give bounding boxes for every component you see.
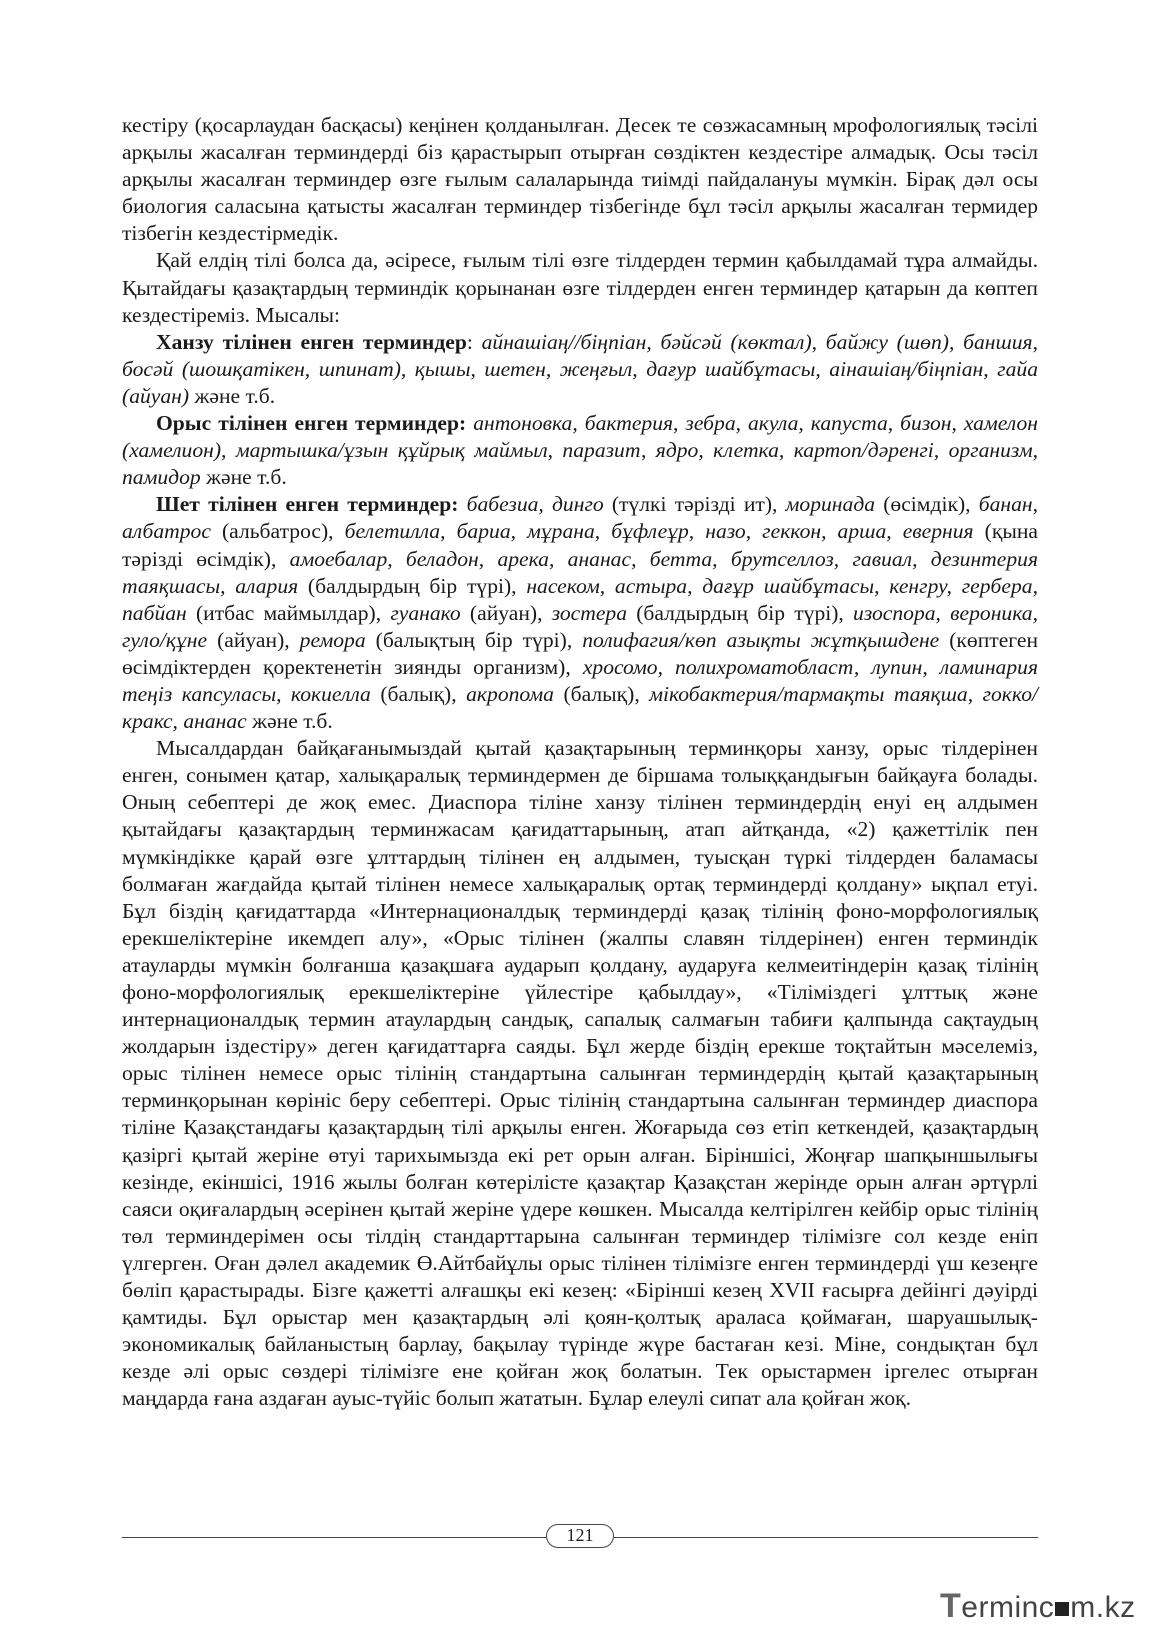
italic-terms: амоебалар, беладон, арека, ананас, бетта, брутселлоз, гавиал, дезинтерия таяқшасы, алария [122, 546, 1038, 598]
italic-terms: хросомо, полихроматобласт, лупин, ламинария теңіз капсуласы, кокиелла [122, 654, 1038, 706]
text-run: және т.б. [189, 383, 276, 408]
italic-terms: белетилла, бариа, мұрана, бұфлеұр, назо, геккон, арша, еверния [344, 519, 974, 544]
footer-rule-right [614, 1537, 1038, 1538]
italic-terms: полифагия/көп азықты жұтқышдене [582, 627, 940, 652]
text-run: (балық), [370, 681, 467, 706]
italic-terms: изоспора, вероника, гуло/құне [122, 600, 1038, 652]
text-run: Мысалдардан байқағанымыздай қытай қазақтарының терминқоры ханзу, орыс тілдерінен енген, сонымен қатар, халықаралық терминдермен де біршама толыққандығын байқауға болады. Оның себептері де жоқ емес. Диаспора тіліне ханзу тілінен терминдердің енуі ең алдымен қытайдағы қазақтардың терминжасам қағидаттарының, атап айтқанда, «2) қажеттілік пен мүмкіндікке қарай өзге ұлттардың тілінен ең алдымен, туысқан түркі тілдерден баламасы болмаған жағдайда қытай тілінен немесе халықаралық ортақ терминдерді қолдану» ықпал етуі. Бұл біздің қағидаттарда «Интернационалдық терминдерді қазақ тілінің фоно-морфологиялық ерекшеліктеріне икемдеп алу», «Орыс тілінен (жалпы славян тілдерінен) енген терминдік атауларды мүмкін болғанша қазақшаға аударып қолдану, аударуға келмеитіндерін қазақ тілінің фоно-морфологиялық ерекшеліктеріне үйлестіре қабылдау», «Тіліміздегі ұлттық және интернационалдық термин атаулардың сандық, сапалық салмағын табиғи қалпында сақтаудың жолдарын іздестіру» деген қағидаттарға саяды. Бұл жерде біздің ерекше тоқтайтын мәселеміз, орыс тілінен немесе орыс тілінің стандартына салынған терминдердің қытай қазақтарының терминқорынан көрініс беру себептері. Орыс тілінің стандартына салынған терминдер диаспора тіліне Қазақстандағы қазақтардың тілі арқылы енген. Жоғарыда сөз етіп кеткендей, қазақтардың қазіргі қытай жеріне өтуі тарихымызда екі рет орын алған. Біріншісі, Жоңғар шапқыншылығы кезінде, екіншісі, 1916 жылы болған көтерілісте қазақтар Қазақстан жерінде орын алған әртүрлі саяси оқиғалардың әсерінен қытай жеріне үдере көшкен. Мысалда келтірілген кейбір орыс тілінің төл терминдерімен осы тілдің стандарттарына салынған терминдер тілімізге сол кезде еніп үлгерген. Оған дәлел академик Ө.Айтбайұлы орыс тілінен тілімізге енген терминдерді үш кезеңге бөліп қарастырады. Бізге қажетті алғашқы екі кезең: «Бірінші кезең XVII ғасырға дейінгі дәуірді қамтиды. Бұл орыстар мен қазақтардың әлі қоян-қолтық араласа қоймаған, шаруашылық-экономикалық байланыстың барлау, бақылау түрінде жүре бастаған кезі. Міне, сондықтан бұл кезде әлі орыс сөздері тілімізге ене қойған жоқ болатын. Тек орыстармен іргелес отырған маңдарда ғана аздаған ауыс-түйіс болып жататын. Бұлар елеулі сипат ала қойған жоқ. [122, 736, 1038, 1411]
text-run: (балықтың бір түрі), [365, 627, 583, 652]
italic-terms: акропома [466, 681, 554, 706]
watermark-t: T [940, 1587, 962, 1625]
page-number: 121 [546, 1524, 614, 1548]
bold-heading: Шет тілінен енген терминдер: [156, 492, 467, 517]
text-run: (итбас маймылдар), [186, 600, 391, 625]
document-body [122, 112, 1038, 1413]
watermark-logo [940, 1588, 1140, 1624]
text-run: (балық), [553, 681, 650, 706]
text-run: (айуан), [207, 627, 300, 652]
text-run: (альбатрос), [210, 519, 345, 544]
text-run: : [466, 329, 482, 354]
text-run: және т.б. [200, 465, 287, 490]
text-run: Қай елдің тілі болса да, әсіресе, ғылым тілі өзге тілдерден термин қабылдамай тұра алмайды. Қытайдағы қазақтардың терминдік қорынанан өзге тілдерден енген терминдер қатарын да көптеп кездестіреміз. Мысалы: [122, 248, 1038, 327]
text-run: (балдырдың бір түрі), [298, 573, 527, 598]
italic-terms: банан, албатрос [122, 492, 1039, 544]
italic-terms: антоновка, бактерия, зебра, акула, капуста, бизон, хамелон (хамелион), мартышка/ұзын құйрық маймыл, паразит, ядро, клетка, картоп/дәренгі, организм, памидор [122, 411, 1038, 490]
italic-terms: айнашіаң//біңпіан, бәйсәй (көктал), байжу (шөп), баншия, босәй (шошқатікен, шпинат), қышы, шетен, жеңғыл, дағур шайбұтасы, аінашіаң/біңпіан, гайа (айуан) [122, 329, 1038, 408]
text-run: (балдырдың бір түрі), [627, 600, 854, 625]
italic-terms: насеком, астыра, дағұр шайбұтасы, кенгру, гербера, пабйан [122, 573, 1038, 625]
italic-terms: зостера [551, 600, 627, 625]
text-run: (өсімдік), [875, 492, 979, 517]
italic-terms: бабезиа, динго [466, 492, 604, 517]
text-run: (қына тәрізді өсімдік), [122, 519, 1038, 571]
watermark-text-1: erminc [961, 1591, 1055, 1624]
text-run: (түлкі тәрізді ит), [603, 492, 786, 517]
paragraph [122, 735, 1038, 1412]
italic-terms: мікобактерия/тармақты таяқша, гокко/кракс, ананас [122, 681, 1038, 734]
text-run: кестіру (қосарлаудан басқасы) кеңінен қолданылған. Десек те сөзжасамның мрофологиялық тәсілі арқылы жасалған терминдерді біз қарастырып отырған сөздіктен кездестіре алмадық. Осы тәсіл арқылы жасалған терминдер өзге ғылым салаларында тиімді пайдалануы мүмкін. Бірақ дәл осы биология саласына қатысты жасалған терминдер тізбегінде бұл тәсіл арқылы жасалған термидер тізбегін кездестірмедік. [122, 113, 1038, 246]
text-run: және т.б. [246, 709, 333, 734]
text-run: (айуан), [460, 600, 552, 625]
bold-heading: Ханзу тілінен енген терминдер [156, 329, 467, 354]
watermark-text-2: m.kz [1070, 1591, 1136, 1624]
bold-heading: Орыс тілінен енген терминдер: [156, 411, 474, 436]
paragraph [122, 247, 1038, 328]
footer-rule-left [122, 1537, 546, 1538]
paragraph [122, 112, 1038, 247]
italic-terms: ремора [299, 627, 366, 652]
text-run: (көптеген өсімдіктерден қоректенетін зиянды организм), [122, 627, 1038, 679]
italic-terms: моринада [785, 492, 876, 517]
paragraph [122, 410, 1038, 491]
paragraph [122, 491, 1038, 735]
paragraph [122, 329, 1038, 410]
watermark-square-icon [1055, 1602, 1069, 1616]
italic-terms: гуанако [390, 600, 461, 625]
